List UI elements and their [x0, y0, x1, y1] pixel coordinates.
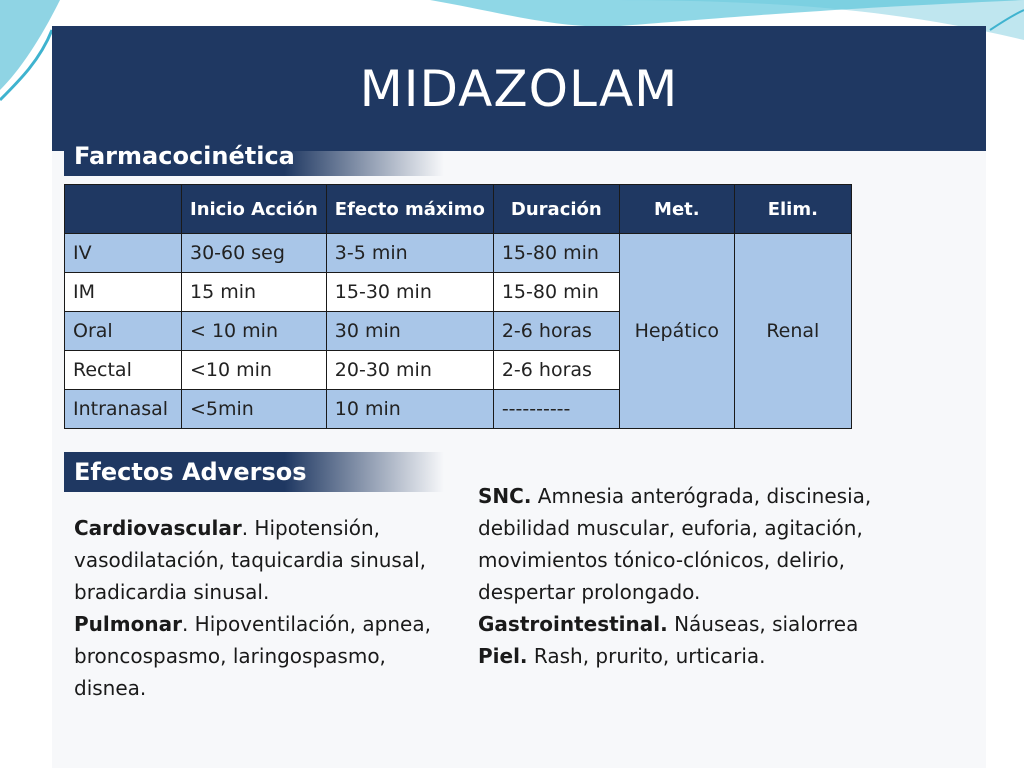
- onset-cell: 30-60 seg: [182, 234, 327, 273]
- column-header: Met.: [619, 185, 734, 234]
- duration-cell: 2-6 horas: [493, 312, 619, 351]
- effect-text: Hipoventilación, apnea, broncospasmo, laringospasmo, disnea.: [74, 612, 431, 700]
- column-header: Efecto máximo: [326, 185, 493, 234]
- adverse-effects-right-column: [478, 480, 918, 672]
- duration-cell: 15-80 min: [493, 273, 619, 312]
- system-label: Gastrointestinal.: [478, 612, 668, 636]
- onset-cell: <5min: [182, 390, 327, 429]
- pharmacokinetics-table: [64, 184, 852, 429]
- peak-cell: 10 min: [326, 390, 493, 429]
- route-cell: IV: [65, 234, 182, 273]
- system-label: Cardiovascular: [74, 516, 242, 540]
- peak-cell: 15-30 min: [326, 273, 493, 312]
- duration-cell: 15-80 min: [493, 234, 619, 273]
- route-cell: Intranasal: [65, 390, 182, 429]
- duration-cell: ----------: [493, 390, 619, 429]
- system-label: SNC.: [478, 484, 532, 508]
- section-header-adverse-effects: Efectos Adversos: [64, 452, 444, 492]
- adverse-effect-item: [478, 640, 918, 672]
- effect-text: Náuseas, sialorrea: [667, 612, 859, 636]
- adverse-effect-item: [74, 608, 464, 704]
- route-cell: Oral: [65, 312, 182, 351]
- system-separator: .: [241, 516, 249, 540]
- system-separator: .: [181, 612, 189, 636]
- adverse-effect-item: [478, 608, 918, 640]
- effect-text: Rash, prurito, urticaria.: [527, 644, 766, 668]
- route-cell: Rectal: [65, 351, 182, 390]
- section-header-pharmacokinetics: Farmacocinética: [64, 136, 444, 176]
- peak-cell: 20-30 min: [326, 351, 493, 390]
- column-header: Duración: [493, 185, 619, 234]
- adverse-effect-item: [74, 512, 464, 608]
- column-header: Inicio Acción: [182, 185, 327, 234]
- effect-text: Amnesia anterógrada, discinesia, debilidad muscular, euforia, agitación, movimientos tónico-clónicos, delirio, despertar prolongado.: [478, 484, 872, 604]
- onset-cell: < 10 min: [182, 312, 327, 351]
- onset-cell: <10 min: [182, 351, 327, 390]
- adverse-effect-item: [478, 480, 918, 608]
- table-header-row: [65, 185, 852, 234]
- title-bar: [52, 26, 986, 151]
- elimination-cell: Renal: [734, 234, 851, 429]
- column-header: [65, 185, 182, 234]
- table-row: [65, 234, 852, 273]
- metabolism-cell: Hepático: [619, 234, 734, 429]
- system-label: Pulmonar: [74, 612, 182, 636]
- slide-title: MIDAZOLAM: [359, 59, 679, 118]
- peak-cell: 30 min: [326, 312, 493, 351]
- effect-text: Hipotensión, vasodilatación, taquicardia sinusal, bradicardia sinusal.: [74, 516, 427, 604]
- route-cell: IM: [65, 273, 182, 312]
- adverse-effects-left-column: [74, 512, 464, 704]
- duration-cell: 2-6 horas: [493, 351, 619, 390]
- system-label: Piel.: [478, 644, 528, 668]
- column-header: Elim.: [734, 185, 851, 234]
- peak-cell: 3-5 min: [326, 234, 493, 273]
- onset-cell: 15 min: [182, 273, 327, 312]
